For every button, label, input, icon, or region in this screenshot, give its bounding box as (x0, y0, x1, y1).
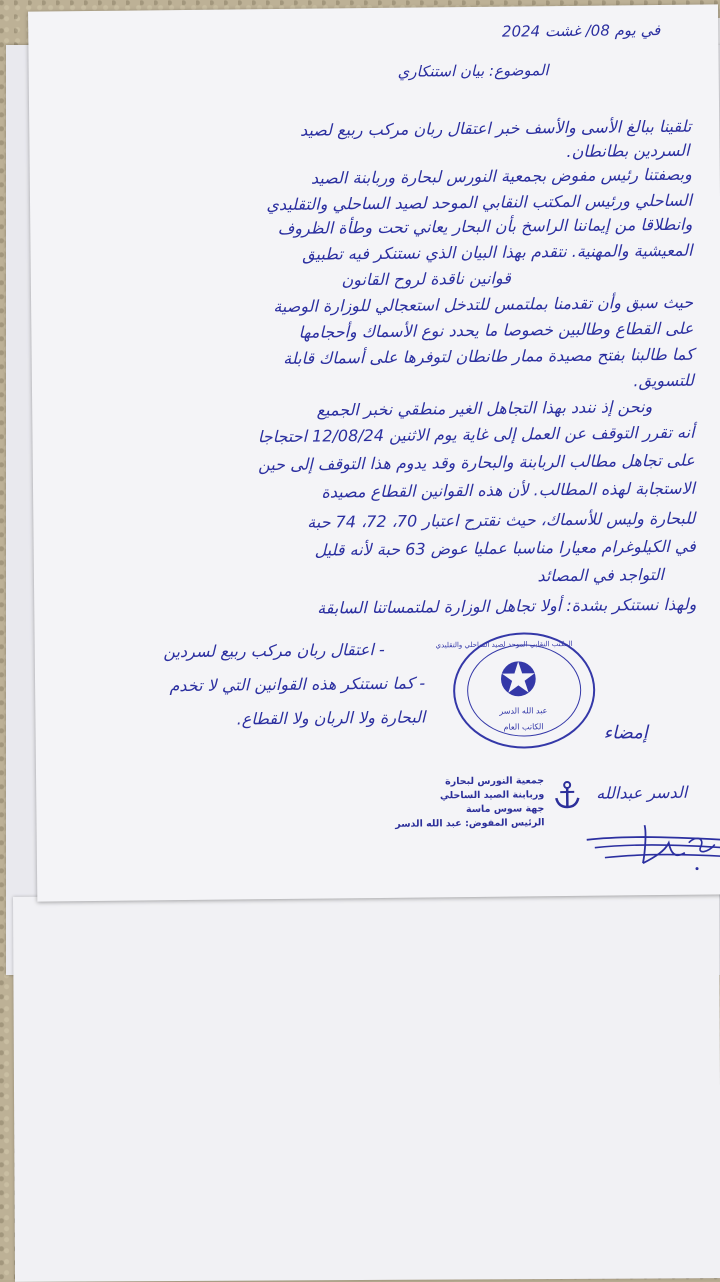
stamp-line: جمعية النورس لبحارة (404, 774, 584, 790)
stamp-center-text: عبد الله الدسر (473, 706, 573, 716)
handwritten-letter (28, 4, 720, 901)
subject-line: الموضوع: بيان استنكاري (397, 61, 548, 81)
stamp-bottom-text: الكاتب العام (473, 722, 573, 732)
body-line: الاستجابة لهذه المطالب. لأن هذه القوانين القطاع مصيدة (321, 479, 695, 502)
body-line: حيث سبق وأن تقدمنا بملتمس للتدخل استعجالي للوزارة الوصية (273, 293, 693, 316)
stamp-line: جهة سوس ماسة (404, 802, 584, 818)
body-line: في الكيلوغرام معيارا مناسبا عمليا عوض 63 حبة لأنه قليل (315, 537, 696, 560)
body-line: الساحلي ورئيس المكتب النقابي الموحد لصيد الساحلي والتقليدي (266, 191, 692, 214)
paper-sheet-bottom (13, 893, 720, 1282)
body-line: السردين بطانطان. (566, 141, 689, 161)
body-line: - كما نستنكر هذه القوانين التي لا تخدم (169, 673, 425, 695)
body-line: ولهذا نستنكر بشدة: أولا تجاهل الوزارة لملتمساتنا السابقة (317, 595, 696, 618)
stamp-line: وربابنة الصيد الساحلي (404, 788, 584, 804)
body-line: أنه تقرر التوقف عن العمل إلى غاية يوم الاثنين 12/08/24 احتجاجا (258, 423, 695, 447)
body-line: للبحارة وليس للأسماك، حيث نقترح اعتبار 70، 72، 74 حبة (307, 509, 695, 532)
body-line: ونحن إذ نندد بهذا التجاهل الغير منطقي نخبر الجميع (316, 397, 652, 420)
stamp-line: الرئيس المفوض: عبد الله الدسر (404, 816, 584, 832)
body-line: للتسويق. (633, 371, 694, 391)
body-line: قوانين ناقدة لروح القانون (341, 269, 511, 290)
body-line: على تجاهل مطالب الربابنة والبحارة وقد يدوم هذا التوقف إلى حين (258, 451, 695, 475)
body-line: وبصفتنا رئيس مفوض بجمعية النورس لبحارة وربابنة الصيد (311, 165, 692, 188)
body-line: المعيشية والمهنية. نتقدم بهذا البيان الذي نستنكر فيه تطبيق (302, 241, 693, 264)
date-line: في يوم 08/ غشت 2024 (502, 21, 660, 41)
star-emblem-icon: ✪ (499, 656, 538, 702)
body-line: كما طالبنا بفتح مصيدة ممار طانطان لتوفرها على أسماك قابلة (283, 345, 694, 368)
body-line: التواجد في المصائد (537, 565, 664, 585)
body-line: البحارة ولا الربان ولا القطاع. (237, 707, 426, 728)
anchor-icon (552, 780, 582, 810)
stamp-ring-text: المكتب النقابي الموحد لصيد الساحلي والتقليدي (473, 640, 573, 649)
signature-label: إمضاء (603, 722, 647, 743)
body-line: وانطلاقا من إيماننا الراسخ بأن البحار يعاني تحت وطأة الظروف (278, 215, 693, 238)
body-line: على القطاع وطالبين خصوصا ما يحدد نوع الأسماك وأحجامها (299, 319, 694, 342)
handwritten-signature-icon (584, 812, 720, 874)
round-union-stamp (453, 632, 596, 749)
signer-name: الدسر عبدالله (596, 783, 687, 803)
body-line: تلقينا ببالغ الأسى والأسف خبر اعتقال ربان مركب ربيع لصيد (300, 117, 691, 140)
body-line: - اعتقال ربان مركب ربيع لسردين (163, 640, 385, 661)
association-stamp (404, 774, 585, 838)
